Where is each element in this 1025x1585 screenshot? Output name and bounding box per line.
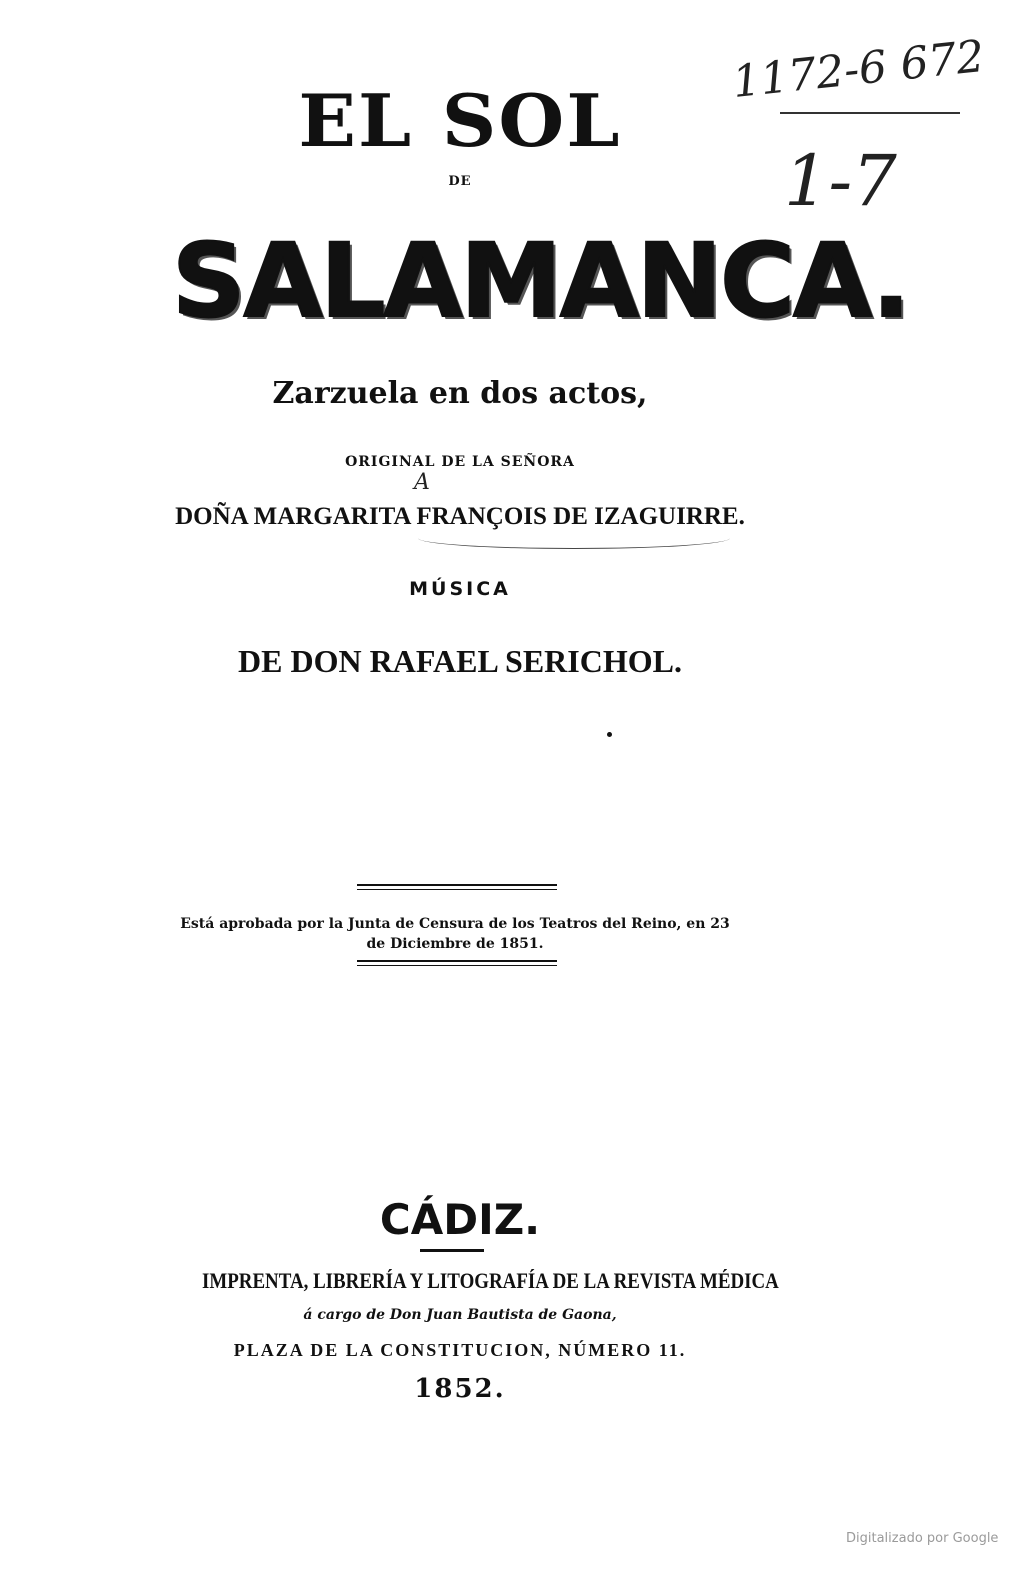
imprint-manager: á cargo de Don Juan Bautista de Gaona, <box>303 1307 617 1323</box>
imprint-city: CÁDIZ. <box>379 1195 541 1244</box>
imprint-press: IMPRENTA, LIBRERÍA Y LITOGRAFÍA DE LA REVISTA MÉDICA <box>202 1268 779 1293</box>
handwritten-volume-number: 1-7 <box>784 140 897 222</box>
double-rule-bottom <box>357 960 557 966</box>
handwritten-underline <box>418 536 730 549</box>
author-name: DOÑA MARGARITA FRANÇOIS DE IZAGUIRRE. <box>175 503 745 530</box>
composer-name: DE DON RAFAEL SERICHOL. <box>238 643 682 679</box>
title-line-1: EL SOL <box>298 78 622 163</box>
imprint-year: 1852. <box>414 1374 506 1404</box>
title-connector: DE <box>448 174 472 189</box>
ink-speck <box>607 732 612 737</box>
music-label: MÚSICA <box>409 578 511 600</box>
title-line-2: SALAMANCA. <box>172 222 909 341</box>
subtitle: Zarzuela en dos actos, <box>272 376 648 411</box>
google-watermark: Digitalizado por Google <box>846 1531 999 1546</box>
approval-line-1: Está aprobada por la Junta de Censura de los Teatros del Reino, en 23 <box>180 916 730 932</box>
handwritten-mark: A <box>414 470 430 495</box>
handwritten-shelfmark: 1172-6 672 <box>730 30 987 109</box>
city-rule <box>420 1249 484 1252</box>
imprint-address: PLAZA DE LA CONSTITUCION, NÚMERO 11. <box>233 1340 687 1360</box>
double-rule-top <box>357 884 557 890</box>
approval-line-2: de Diciembre de 1851. <box>366 936 544 952</box>
censorship-approval <box>130 914 780 954</box>
original-label: ORIGINAL DE LA SEÑORA <box>345 454 575 470</box>
